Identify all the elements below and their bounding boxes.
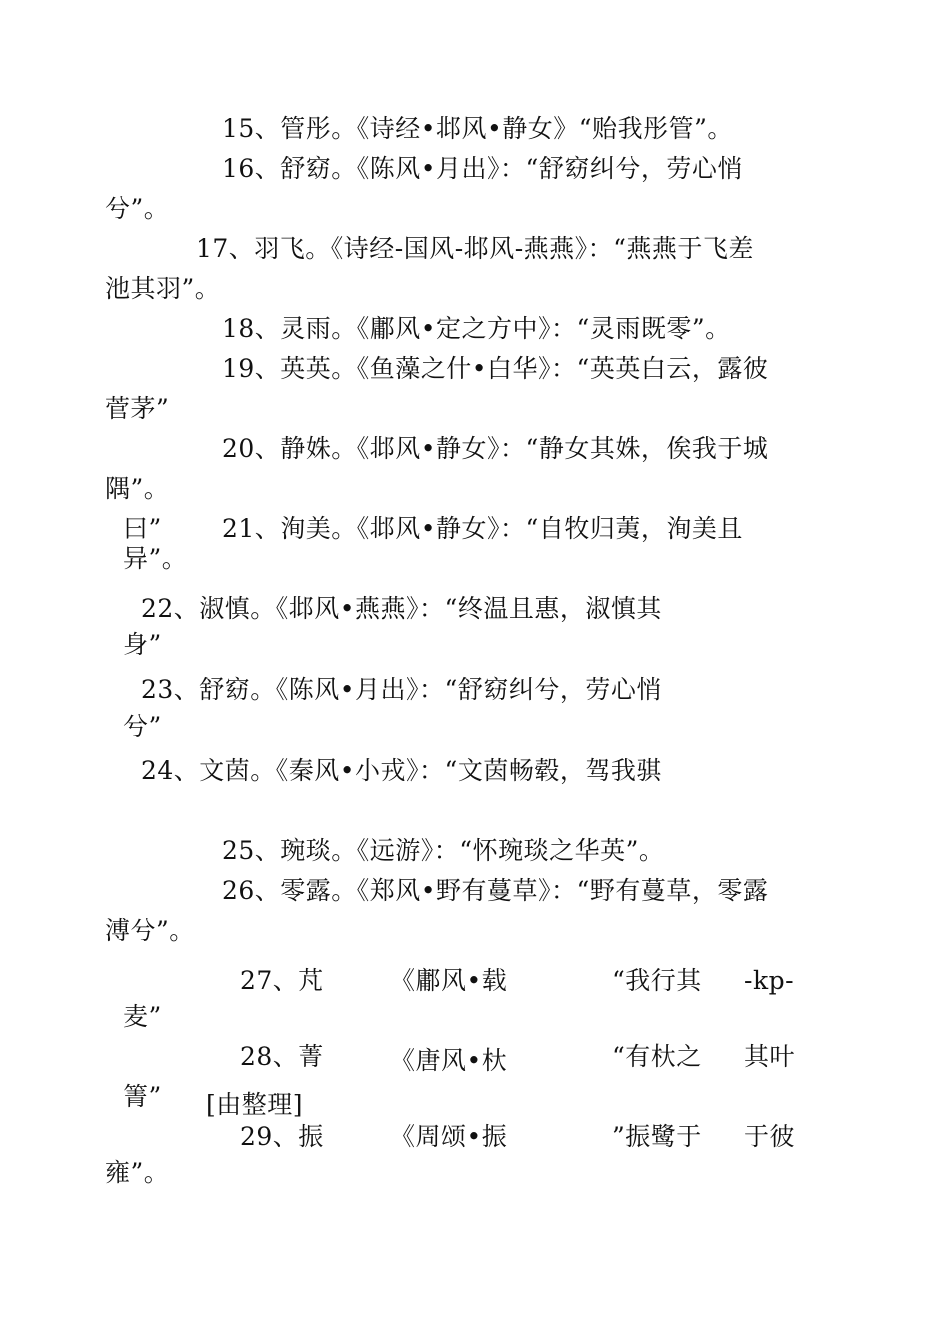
- item-29-source: 《周颂•振: [390, 1122, 508, 1151]
- item-19-line1: 19、英英。《鱼藻之什•白华》：“英英白云，露彼: [222, 354, 769, 383]
- item-27-number: 27、芃: [240, 966, 324, 995]
- item-23-line1: 23、舒窈。《陈风•月出》：“舒窈纠兮，劳心悄: [141, 675, 662, 704]
- item-24-line1: 24、文茵。《秦风•小戎》：“文茵畅毂，驾我骐: [141, 756, 662, 785]
- item-16-line1: 16、舒窈。《陈风•月出》：“舒窈纠兮，劳心悄: [222, 154, 743, 183]
- item-25: 25、琬琰。《远游》：“怀琬琰之华英”。: [222, 836, 665, 865]
- item-15: 15、管彤。《诗经•邶风•静女》“贻我彤管”。: [222, 114, 733, 143]
- item-29-line2: 雍”。: [105, 1158, 170, 1187]
- item-28-number: 28、菁: [240, 1042, 324, 1071]
- item-28-quote: “有杕之: [612, 1042, 702, 1071]
- item-28-fragment: 其叶: [744, 1042, 796, 1071]
- item-26-line2: 溥兮”。: [105, 916, 195, 945]
- item-21-line1: 21、洵美。《邶风•静女》：“自牧归荑，洵美且: [222, 514, 743, 543]
- item-28-source: 《唐风•杕: [390, 1046, 508, 1075]
- item-27-source: 《鄘风•载: [390, 966, 508, 995]
- item-20-line2: 隅”。: [105, 474, 170, 503]
- item-26-line1: 26、零露。《郑风•野有蔓草》：“野有蔓草，零露: [222, 876, 769, 905]
- item-28-line2: 箐”: [123, 1082, 162, 1111]
- item-20-line1: 20、静姝。《邶风•静女》：“静女其姝，俟我于城: [222, 434, 769, 463]
- item-17-line2: 池其羽”。: [105, 274, 221, 303]
- item-29-number: 29、振: [240, 1122, 324, 1151]
- item-17-line1: 17、羽飞。《诗经-国风-邶风-燕燕》：“燕燕于飞差: [196, 234, 754, 263]
- item-22-line2: 身”: [123, 630, 162, 659]
- item-19-line2: 菅茅”: [105, 394, 170, 423]
- item-21-line2: 异”。: [123, 544, 188, 573]
- item-29-fragment: 于彼: [744, 1122, 796, 1151]
- item-16-line2: 兮”。: [105, 194, 170, 223]
- item-23-line2: 兮”: [123, 712, 162, 741]
- item-21-prefix: 曰”: [123, 514, 162, 543]
- item-27-line2: 麦”: [123, 1002, 162, 1031]
- item-22-line1: 22、淑慎。《邶风•燕燕》：“终温且惠，淑慎其: [141, 594, 662, 623]
- item-29-quote: ”振鹭于: [612, 1122, 702, 1151]
- item-27-quote: “我行其: [612, 966, 702, 995]
- item-18: 18、灵雨。《鄘风•定之方中》：“灵雨既零”。: [222, 314, 731, 343]
- editor-note: [由整理]: [206, 1090, 304, 1119]
- item-27-fragment: -kp-: [744, 966, 795, 995]
